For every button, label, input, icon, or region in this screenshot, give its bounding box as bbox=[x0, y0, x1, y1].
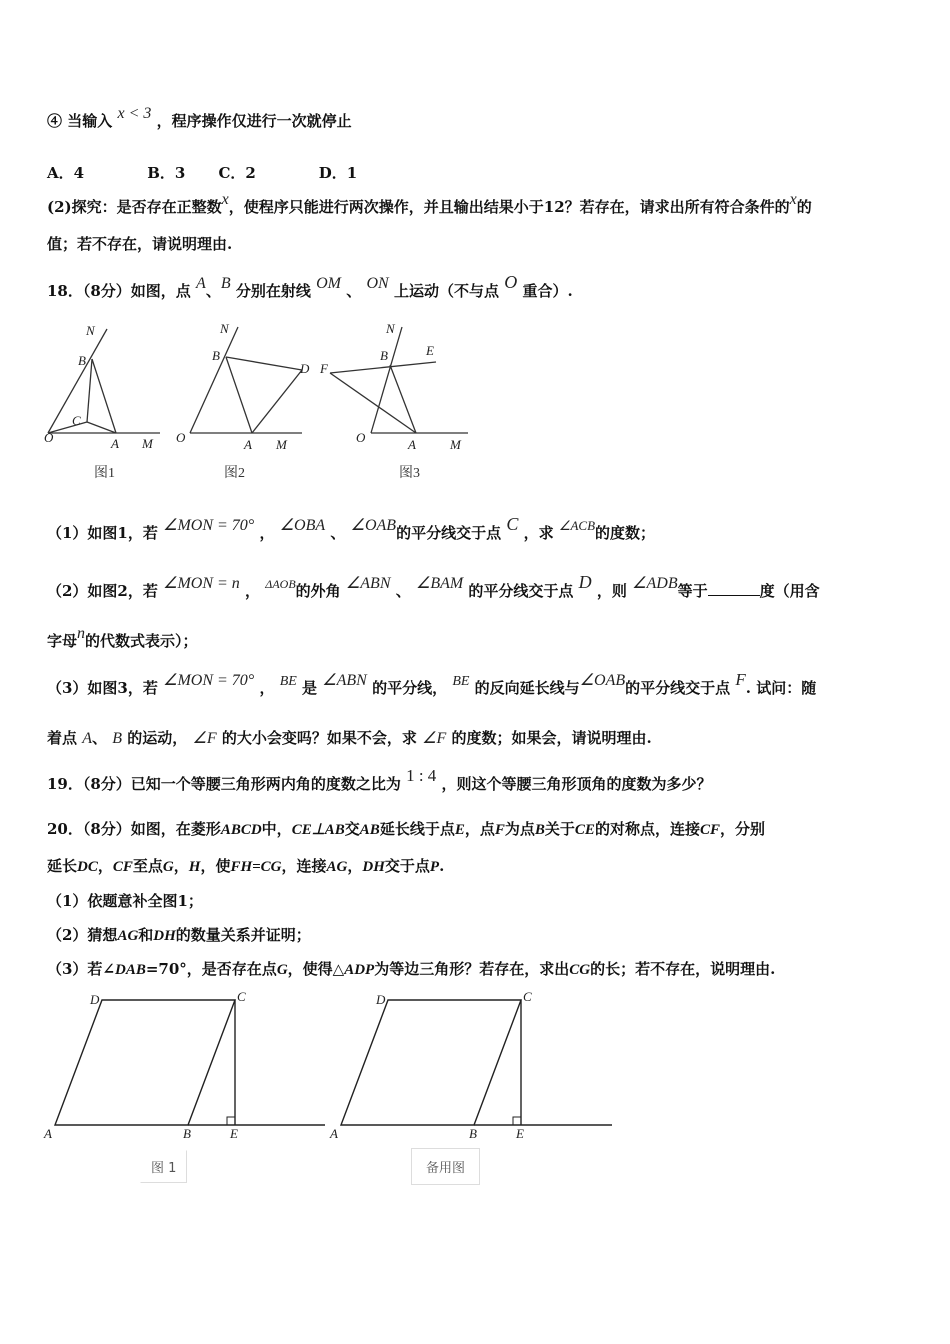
q20-part3: （3）若∠DAB=70°，是否存在点G，使得△ADP为等边三角形？若存在，求出CG的长；若不存在，说明理由. bbox=[47, 960, 776, 978]
svg-text:M: M bbox=[142, 436, 153, 451]
svg-text:M: M bbox=[276, 437, 287, 452]
svg-text:O: O bbox=[176, 430, 186, 445]
svg-text:F: F bbox=[320, 361, 328, 376]
option-b: B．3 bbox=[147, 164, 186, 182]
svg-text:A: A bbox=[408, 437, 416, 452]
q18-part2: （2）如图2，若 ∠MON = n ， $^{\Delta AOB}$的外角 ∠ABN 、 ∠BAM 的平分线交于点 D ，则 ∠ADB等于 度（用含 bbox=[47, 572, 820, 600]
svg-text:B: B bbox=[212, 348, 220, 363]
option-a: A．4 bbox=[47, 164, 85, 182]
svg-text:N: N bbox=[86, 323, 95, 338]
q19: 19．（8分）已知一个等腰三角形两内角的度数之比为 1 : 4 ，则这个等腰三角形顶角的度数为多少？ bbox=[47, 766, 712, 793]
caption-fig2: 图2 bbox=[224, 466, 245, 481]
rhombus-figure-2 bbox=[329, 989, 612, 1141]
svg-text:C: C bbox=[72, 413, 81, 428]
q17-options bbox=[47, 162, 357, 183]
rhombus-figure-1 bbox=[43, 989, 325, 1141]
q20-line2: 延长DC，CF至点G，H，使FH=CG，连接AG，DH交于点P. bbox=[47, 857, 445, 875]
q20-part1: （1）依题意补全图1； bbox=[47, 892, 203, 910]
option-c: C．2 bbox=[218, 164, 256, 182]
svg-text:B: B bbox=[78, 353, 86, 368]
svg-text:E: E bbox=[426, 343, 434, 358]
svg-text:A: A bbox=[44, 1126, 52, 1141]
svg-text:O: O bbox=[356, 430, 366, 445]
answer-blank[interactable] bbox=[708, 581, 760, 596]
q18-part3-line2: 着点 A、 B 的运动， ∠F 的大小会变吗？如果不会，求 ∠F 的度数；如果会，请说明理由. bbox=[47, 729, 652, 747]
q17-part2: (2)探究：是否存在正整数x，使程序只能进行两次操作，并且输出结果小于12？若存在，请求出所有符合条件的x的 bbox=[47, 191, 812, 216]
q18-part3: （3）如图3，若 ∠MON = 70° ， BE 是 ∠ABN 的平分线， BE 的反向延长线与∠OAB的平分线交于点 F. 试问：随 bbox=[47, 670, 817, 697]
q18-part1: （1）如图1，若 ∠MON = 70° ， ∠OBA 、 ∠OAB的平分线交于点 C ，求 ∠ACB的度数； bbox=[47, 514, 656, 542]
svg-text:M: M bbox=[450, 437, 461, 452]
caption-fig3: 图3 bbox=[399, 466, 420, 481]
figure-3 bbox=[319, 321, 468, 481]
svg-text:C: C bbox=[237, 989, 246, 1004]
q18-figures bbox=[40, 315, 480, 485]
q17-item4: ④ 当输入 x < 3 ，程序操作仅进行一次就停止 bbox=[47, 105, 352, 130]
q18-part2-line2: 字母n的代数式表示）； bbox=[47, 625, 198, 650]
q20-part2: （2）猜想AG和DH的数量关系并证明； bbox=[47, 926, 311, 944]
caption-q20-fig1: 图 1 bbox=[140, 1150, 187, 1183]
svg-text:C: C bbox=[523, 989, 532, 1004]
q18-intro: 18．（8分）如图，点 A、B 分别在射线 OM 、 ON 上运动（不与点 O 重合）. bbox=[47, 272, 573, 300]
q20-line1: 20．（8分）如图，在菱形ABCD中，CE⊥AB交AB延长线于点E，点F为点B关于CE的对称点，连接CF，分别 bbox=[47, 820, 765, 838]
figure-1 bbox=[44, 323, 160, 481]
svg-text:N: N bbox=[220, 321, 229, 336]
svg-text:B: B bbox=[469, 1126, 477, 1141]
caption-fig1: 图1 bbox=[94, 466, 115, 481]
svg-text:B: B bbox=[380, 348, 388, 363]
math-x-lt-3: x < 3 bbox=[117, 105, 152, 122]
svg-text:E: E bbox=[230, 1126, 238, 1141]
svg-text:A: A bbox=[244, 437, 252, 452]
svg-text:D: D bbox=[300, 361, 310, 376]
figure-2 bbox=[176, 321, 310, 481]
option-d: D．1 bbox=[318, 164, 358, 182]
q20-figures bbox=[40, 985, 620, 1145]
caption-q20-spare: 备用图 bbox=[411, 1148, 480, 1185]
svg-text:D: D bbox=[376, 992, 386, 1007]
svg-text:E: E bbox=[516, 1126, 524, 1141]
svg-text:A: A bbox=[111, 436, 119, 451]
svg-text:A: A bbox=[330, 1126, 338, 1141]
svg-text:B: B bbox=[183, 1126, 191, 1141]
svg-text:N: N bbox=[386, 321, 395, 336]
svg-text:D: D bbox=[90, 992, 100, 1007]
q17-part2-line2: 值；若不存在，请说明理由. bbox=[47, 235, 233, 253]
svg-text:O: O bbox=[44, 430, 54, 445]
